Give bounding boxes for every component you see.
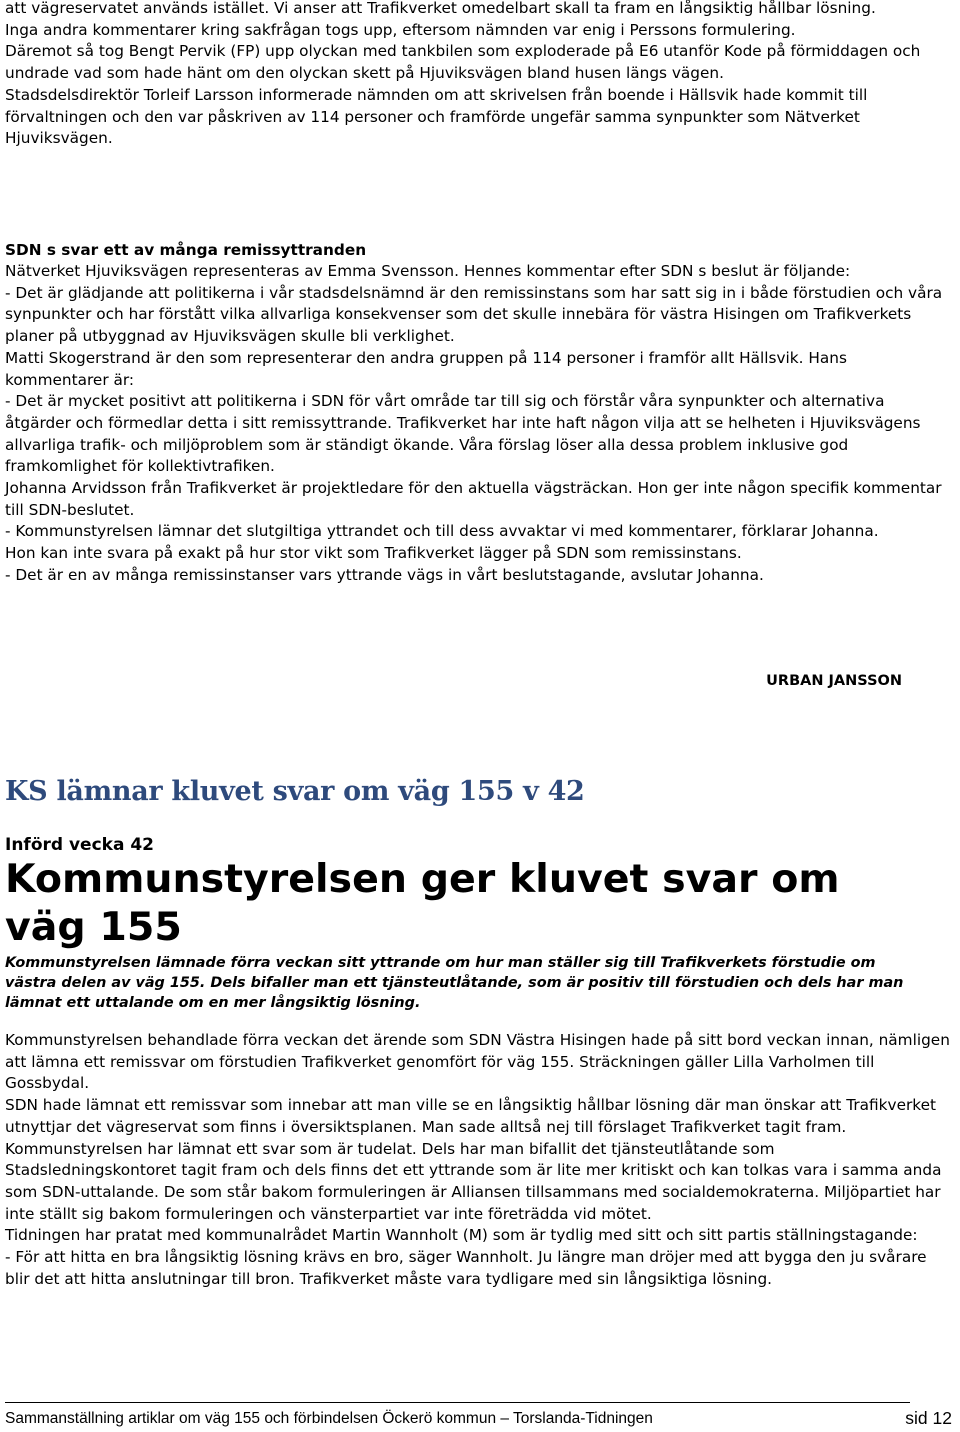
paragraph: Kommunstyrelsen har lämnat ett svar som är tudelat. Dels har man bifallit det tjänsteutlåtande som Stadsledningskontoret tagit fram och dels finns det ett yttrande som är lite mer kritiskt och kan tolkas vara i samma anda som SDN-uttalande. De som står bakom formuleringen är Alliansen tillsammans med socialdemokraterna. Miljöpartiet har inte ställt sig bakom formuleringen och vänsterpartiet var inte företrädda vid mötet. xyxy=(5,1139,942,1223)
paragraph: Däremot så tog Bengt Pervik (FP) upp olyckan med tankbilen som exploderade på E6 utanför Kode på förmiddagen och undrade vad som hade hänt om den olyckan skett på Hjuviksvägen bland husen längs vägen. xyxy=(5,42,921,83)
footer-caption: Sammanställning artiklar om väg 155 och förbindelsen Öckerö kommun – Torslanda-Tidningen xyxy=(5,1410,653,1427)
paragraph: Kommunstyrelsen behandlade förra veckan det ärende som SDN Västra Hisingen hade på sitt bord veckan innan, nämligen att lämna ett remissvar om förstudien Trafikverket genomfört för väg 155. Sträckningen gäller Lilla Varholmen till Gossbydal. xyxy=(5,1031,950,1093)
article-headline: Kommunstyrelsen ger kluvet svar om väg 155 xyxy=(5,856,840,950)
paragraph: Nätverket Hjuviksvägen representeras av Emma Svensson. Hennes kommentar efter SDN s beslut är följande: xyxy=(5,262,851,280)
paragraph: - Det är mycket positivt att politikerna i SDN för vårt område tar till sig och förstår våra synpunkter och alternativa åtgärder och förmedlar detta i sitt remissyttrande. Trafikverket har inte haft någon vilja att se helheten i Hjuviksvägens allvarliga trafik- och miljöproblem som är ständigt ökande. Våra förslag löser alla dessa problem inklusive god framkomlighet för kollektivtrafiken. xyxy=(5,392,921,476)
paragraph: Matti Skogerstrand är den som representerar den andra gruppen på 114 personer i framför allt Hällsvik. Hans kommentarer är: xyxy=(5,348,847,389)
paragraph: Hon kan inte svara på exakt på hur stor vikt som Trafikverket lägger på SDN som remissinstans. xyxy=(5,544,742,563)
paragraph: Stadsdelsdirektör Torleif Larsson informerade nämnden om att skrivelsen från boende i Hällsvik hade kommit till förvaltningen och den var påskriven av 114 personer och framförde ungefär samma synpunkter som Nätverket Hjuviksvägen. xyxy=(5,85,868,148)
paragraph: - Kommunstyrelsen lämnar det slutgiltiga yttrandet och till dess avvaktar vi med kommentarer, förklarar Johanna. xyxy=(5,522,879,541)
article1-body-top xyxy=(5,0,950,150)
publication-week: Införd vecka 42 xyxy=(5,835,155,855)
paragraph: Inga andra kommentarer kring sakfrågan togs upp, eftersom nämnden var enig i Perssons formulering. xyxy=(5,20,796,39)
author-signature: URBAN JANSSON xyxy=(766,673,902,689)
article2-body xyxy=(5,1030,950,1290)
paragraph: att vägreservatet används istället. Vi anser att Trafikverket omedelbart skall ta fram en långsiktig hållbar lösning. xyxy=(5,0,876,17)
section-title: KS lämnar kluvet svar om väg 155 v 42 xyxy=(5,776,585,807)
paragraph: Johanna Arvidsson från Trafikverket är projektledare för den aktuella vägsträckan. Hon ger inte någon specifik kommentar till SDN-beslutet. xyxy=(5,479,942,519)
article1-subheading: SDN s svar ett av många remissyttranden xyxy=(5,241,367,259)
footer-divider xyxy=(5,1402,910,1403)
paragraph: SDN hade lämnat ett remissvar som innebar att man ville se en långsiktig hållbar lösning där man önskar att Trafikverket utnyttjar det vägreservat som finns i översiktsplanen. Man sade alltså nej till förslaget Trafikverket tagit fram. xyxy=(5,1096,937,1136)
article1-body-bottom xyxy=(5,261,950,587)
article-lead: Kommunstyrelsen lämnade förra veckan sitt yttrande om hur man ställer sig till Trafikverkets förstudie om västra delen av väg 155. Dels bifaller man ett tjänsteutlåtande, som är positiv till förstudien och dels har man lämnat ett uttalande om en mer långsiktig lösning. xyxy=(5,955,904,1011)
paragraph: - Det är glädjande att politikerna i vår stadsdelsnämnd är den remissinstans som har satt sig in i både förstudien och våra synpunkter och har förstått vilka allvarliga konsekvenser som det skulle innebära för västra Hisingen om Trafikverkets planer på utbyggnad av Hjuviksvägen skulle bli verklighet. xyxy=(5,283,943,346)
page-number: sid 12 xyxy=(905,1408,952,1428)
paragraph: - Det är en av många remissinstanser vars yttrande vägs in vårt beslutstagande, avslutar Johanna. xyxy=(5,565,764,584)
paragraph: - För att hitta en bra långsiktig lösning krävs en bro, säger Wannholt. Ju längre man dröjer med att bygga den ju svårare blir det att hitta anslutningar till bron. Trafikverket måste vara tydligare med sin långsiktiga lösning. xyxy=(5,1248,927,1288)
paragraph: Tidningen har pratat med kommunalrådet Martin Wannholt (M) som är tydlig med sitt och sitt partis ställningstagande: xyxy=(5,1226,918,1245)
